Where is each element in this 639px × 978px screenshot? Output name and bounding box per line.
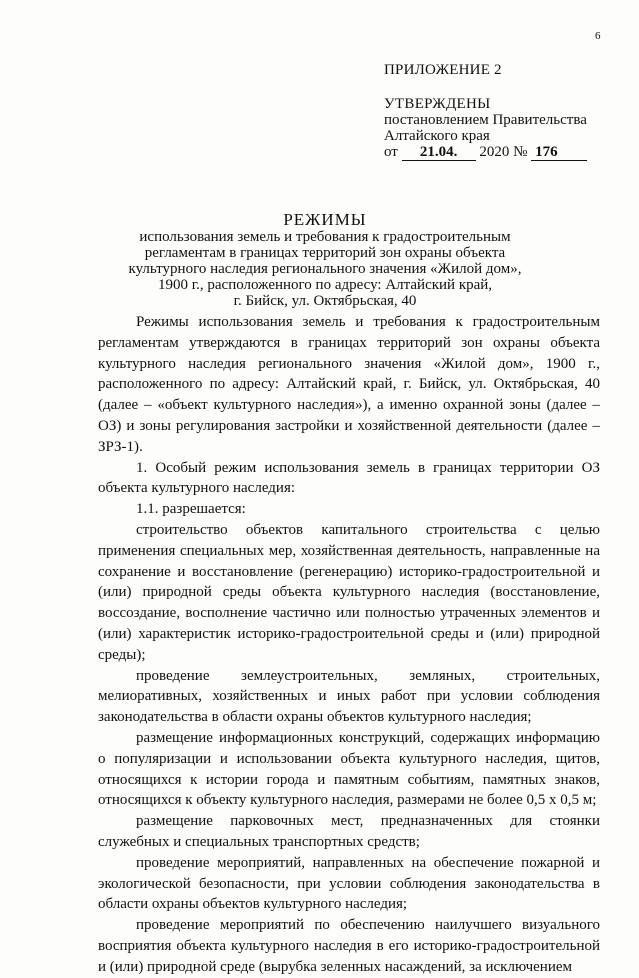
body-paragraph: 1. Особый режим использования земель в границах территории ОЗ объекта культурного наследия: [98,459,600,497]
title-line: 1900 г., расположенного по адресу: Алтайский край, [157,277,493,293]
body-paragraph: строительство объектов капитального строительства с целью применения специальных мер, хозяйственная деятельность, направленные на сохранение и восстановление (регенерацию) историко-градостроительной и (или) природной среды объекта культурного наследия (восстановление, воссоздание, восполнение частично или полностью утраченных элементов и (или) характеристик историко-градостроительной среды и (или) природной среды); [98,521,600,663]
title-line: использования земель и требования к градостроительным [139,229,511,245]
document-body [98,312,600,978]
body-paragraph: размещение информационных конструкций, содержащих информацию о популяризации и использовании объекта культурного наследия, щитов, относящихся к истории города и памятным событиям, памятных знаков, относящихся к объекту культурного наследия, размерами не более 0,5 х 0,5 м; [98,729,600,809]
body-paragraph: размещение парковочных мест, предназначенных для стоянки служебных и специальных транспортных средств; [98,813,600,850]
document-number: 176 [531,144,587,161]
approval-header [384,62,587,161]
title-heading: РЕЖИМЫ [283,210,367,229]
approved-by-line-2: Алтайского края [384,128,490,144]
body-paragraph: Режимы использования земель и требования к градостроительным регламентам утверждаются в границах территорий зон охраны объекта культурного наследия регионального значения «Жилой дом», 1900 г., расположенного по адресу: Алтайский край, г. Бийск, ул. Октябрьская, 40 (далее – «объект культурного наследия»), а именно охранной зоны (далее – ОЗ) и зоны регулирования застройки и хозяйственной деятельности (далее – ЗРЗ-1). [98,314,600,455]
body-paragraph: проведение землеустроительных, земляных, строительных, мелиоративных, хозяйственных и иных работ при условии соблюдения законодательства в области охраны объектов культурного наследия; [98,667,600,726]
date-prefix: от [384,144,398,160]
body-paragraph: проведение мероприятий по обеспечению наилучшего визуального восприятия объекта культурного наследия в его историко-градостроительной и (или) природной среде (вырубка зеленных насаждений, за исключением [98,917,600,975]
title-line: культурного наследия регионального значения «Жилой дом», [128,261,522,277]
document-title [120,212,530,309]
year-and-number-label: 2020 № [479,144,528,160]
approval-date-line [384,144,587,161]
approval-date: 21.04. [402,144,476,161]
body-paragraph: проведение мероприятий, направленных на обеспечение пожарной и экологической безопасности, при условии соблюдения законодательства в области охраны объектов культурного наследия; [98,854,600,913]
title-line: г. Бийск, ул. Октябрьская, 40 [233,293,417,309]
page-number: 6 [595,30,601,42]
appendix-label: ПРИЛОЖЕНИЕ 2 [384,62,502,78]
title-line: регламентам в границах территорий зон охраны объекта [144,245,506,261]
approved-label: УТВЕРЖДЕНЫ [384,96,491,112]
body-paragraph: 1.1. разрешается: [136,501,246,518]
approved-by-line-1: постановлением Правительства [384,112,587,128]
